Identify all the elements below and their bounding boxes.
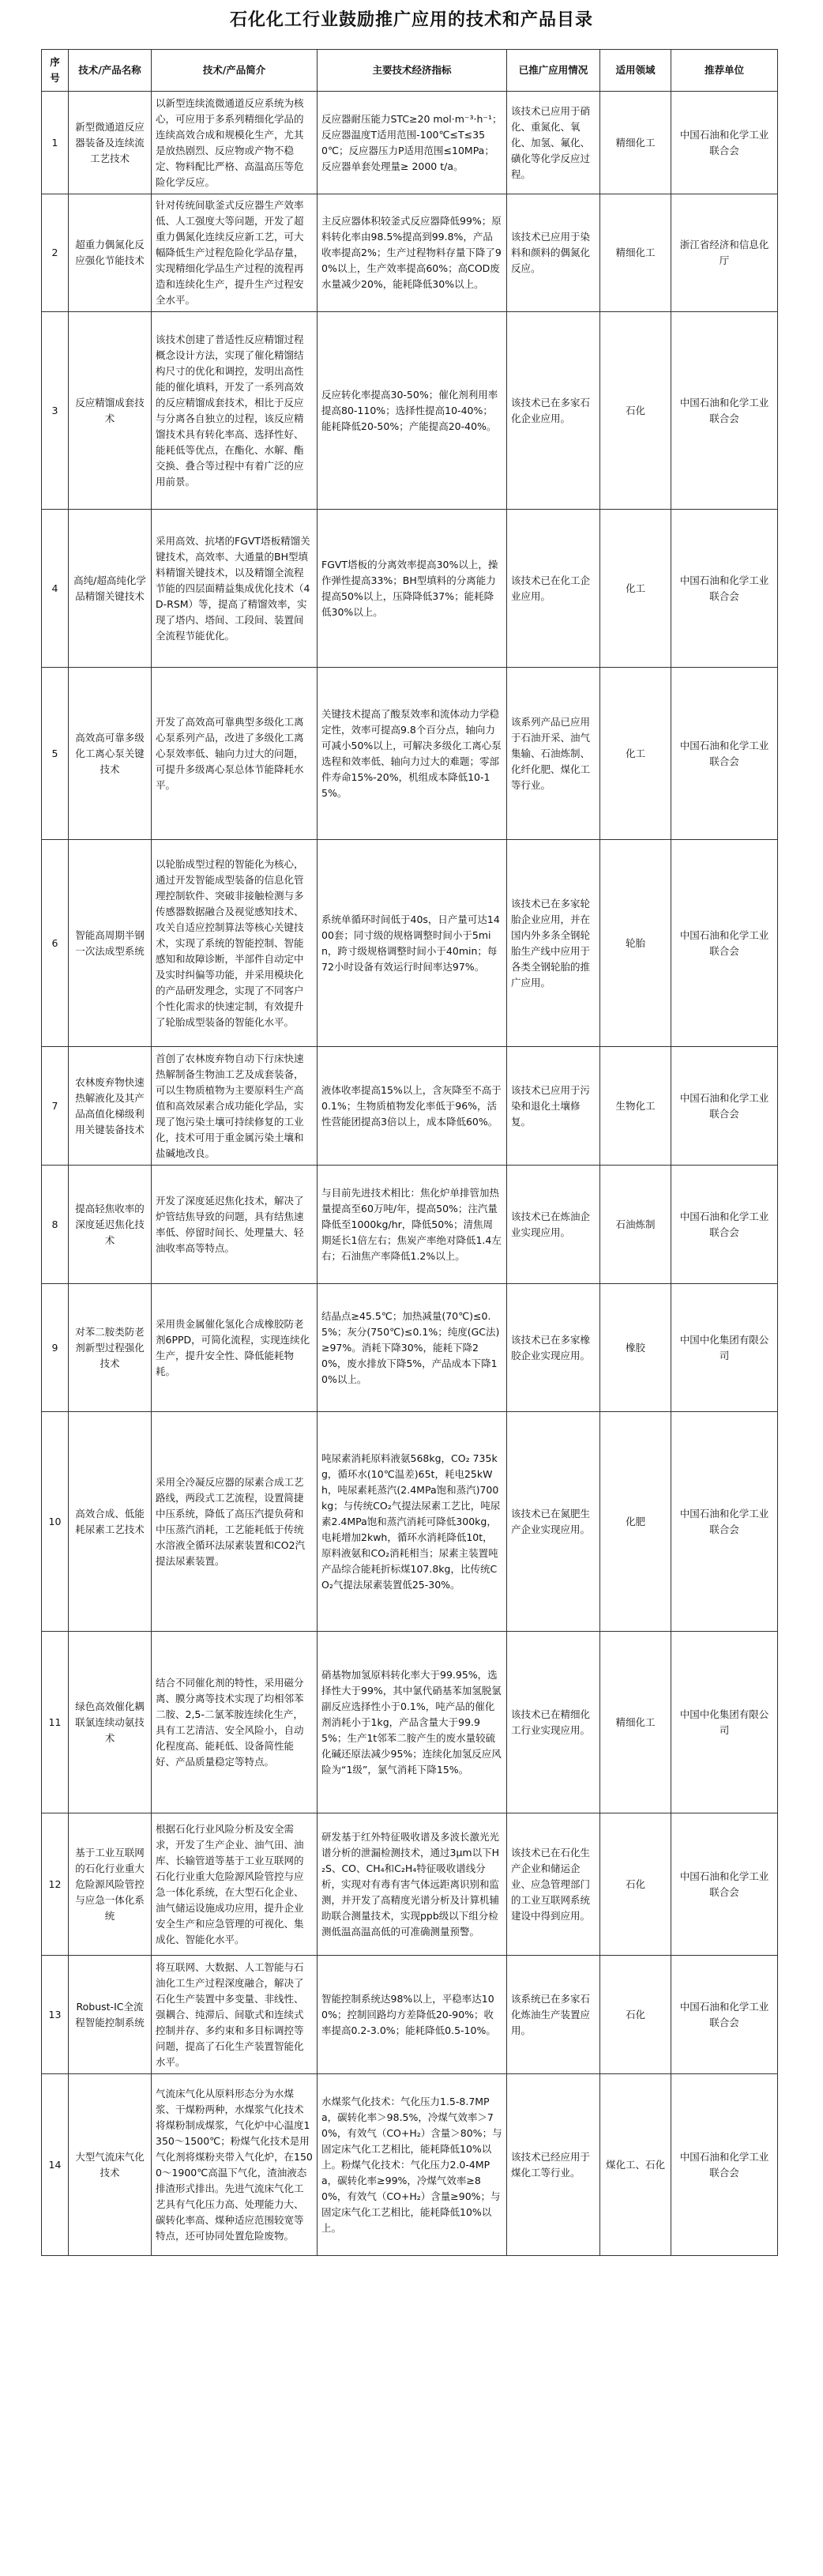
catalog-table <box>41 49 778 2256</box>
table-row <box>42 510 778 668</box>
application-status: 该技术已在石化生产企业和储运企业、应急管理部门的工业互联网系统建设中得到应用。 <box>507 1813 600 1956</box>
application-status: 该技术已应用于染料和颜料的偶氮化反应。 <box>507 194 600 312</box>
table-row <box>42 1956 778 2074</box>
application-status: 该技术已在多家石化企业应用。 <box>507 312 600 510</box>
tech-indicators: 水煤浆气化技术：气化压力1.5-8.7MPa，碳转化率＞98.5%，冷煤气效率＞70%，有效气（CO+H₂）含量＞80%；与固定床气化工艺相比，能耗降低10%以上。粉煤气化技术：气化压力2.0-4MPa，碳转化率≥99%，冷煤气效率≥80%，有效气（CO+H₂）含量≥90%；与固定床气化工艺相比，能耗降低10%以上。 <box>318 2074 507 2256</box>
table-row <box>42 1412 778 1632</box>
row-number: 10 <box>42 1412 69 1632</box>
tech-intro: 针对传统间歇釜式反应器生产效率低、人工强度大等问题，开发了超重力偶氮化连续反应新工艺，可大幅降低生产过程危险化学品存量，实现精细化学品生产过程的流程再造和连续化生产，提升生产过程安全水平。 <box>152 194 318 312</box>
application-field: 石化 <box>600 1956 671 2074</box>
application-field: 石化 <box>600 312 671 510</box>
tech-intro: 采用高效、抗堵的FGVT塔板精馏关键技术，高效率、大通量的BH型填料精馏关键技术，以及精馏全流程节能的四层面精益集成优化技术（4D-RSM）等，提高了精馏效率，实现了塔内、塔间、工段间、装置间全流程节能优化。 <box>152 510 318 668</box>
recommending-unit: 中国石油和化学工业联合会 <box>671 1166 778 1284</box>
table-row <box>42 1632 778 1813</box>
application-status: 该技术已经应用于煤化工等行业。 <box>507 2074 600 2256</box>
application-status: 该技术已在氮肥生产企业实现应用。 <box>507 1412 600 1632</box>
tech-name: 农林废弃物快速热解液化及其产品高值化梯级利用关键装备技术 <box>69 1047 152 1166</box>
tech-indicators: 反应器耐压能力STC≥20 mol·m⁻³·h⁻¹；反应器温度T适用范围-100℃≤T≤350℃；反应器压力P适用范围≤10MPa；反应器单套处理量≥ 2000 t/a。 <box>318 92 507 194</box>
header-intro: 技术/产品简介 <box>152 50 318 92</box>
header-no: 序号 <box>42 50 69 92</box>
tech-indicators: FGVT塔板的分离效率提高30%以上，操作弹性提高33%；BH型填料的分离能力提高50%以上，压降降低37%；能耗降低30%以上。 <box>318 510 507 668</box>
recommending-unit: 中国石油和化学工业联合会 <box>671 92 778 194</box>
row-number: 2 <box>42 194 69 312</box>
application-field: 化工 <box>600 510 671 668</box>
tech-name: 大型气流床气化技术 <box>69 2074 152 2256</box>
tech-indicators: 反应转化率提高30-50%；催化剂利用率提高80-110%；选择性提高10-40%；能耗降低20-50%；产能提高20-40%。 <box>318 312 507 510</box>
application-status: 该技术已应用于硝化、重氮化、氧化、加氢、氟化、磺化等化学反应过程。 <box>507 92 600 194</box>
application-field: 化工 <box>600 668 671 840</box>
tech-name: 超重力偶氮化反应强化节能技术 <box>69 194 152 312</box>
application-field: 化肥 <box>600 1412 671 1632</box>
tech-indicators: 硝基物加氢原料转化率大于99.95%，选择性大于99%，其中氯代硝基苯加氢脱氯副反应选择性小于0.1%，吨产品的催化剂消耗小于1kg，产品含量大于99.95%；生产1t邻苯二胺产生的废水量较硫化碱还原法减少95%；连续化加氢反应风险为“1级”，氯气消耗下降15%。 <box>318 1632 507 1813</box>
application-field: 生物化工 <box>600 1047 671 1166</box>
application-field: 煤化工、石化 <box>600 2074 671 2256</box>
row-number: 11 <box>42 1632 69 1813</box>
tech-indicators: 系统单循环时间低于40s，日产量可达1400套；同寸级的规格调整时间小于5min，跨寸级规格调整时间小于40min；每72小时设备有效运行时间率达97%。 <box>318 840 507 1047</box>
tech-name: 反应精馏成套技术 <box>69 312 152 510</box>
table-row <box>42 1813 778 1956</box>
tech-indicators: 智能控制系统达98%以上，平稳率达100%；控制回路均方差降低20-90%；收率提高0.2-3.0%；能耗降低0.5-10%。 <box>318 1956 507 2074</box>
tech-name: 高效合成、低能耗尿素工艺技术 <box>69 1412 152 1632</box>
table-row <box>42 1284 778 1412</box>
application-field: 精细化工 <box>600 194 671 312</box>
tech-indicators: 与目前先进技术相比：焦化炉单排管加热量提高至60万吨/年，提高50%；注汽量降低至1000kg/hr，降低50%；清焦周期延长1倍左右；焦炭产率绝对降低1.4左右；石油焦产率降低1.2%以上。 <box>318 1166 507 1284</box>
tech-intro: 将互联网、大数据、人工智能与石油化工生产过程深度融合，解决了石化生产装置中多变量、非线性、强耦合、纯滞后、间歇式和连续式控制并存、多约束和多目标调控等问题，提高了石化生产装置智能化水平。 <box>152 1956 318 2074</box>
row-number: 4 <box>42 510 69 668</box>
tech-name: 智能高周期半钢一次法成型系统 <box>69 840 152 1047</box>
tech-indicators: 关键技术提高了酸泵效率和流体动力学稳定性，效率可提高9.8个百分点，轴向力可减小50%以上，可解决多级化工离心泵选程和效率低、轴向力过大的难题；零部件寿命15%-20%，机组成本降低10-15%。 <box>318 668 507 840</box>
row-number: 7 <box>42 1047 69 1166</box>
table-row <box>42 312 778 510</box>
tech-intro: 开发了深度延迟焦化技术，解决了炉管结焦导致的问题，具有结焦速率低、停留时间长、处理量大、轻油收率高等特点。 <box>152 1166 318 1284</box>
tech-indicators: 主反应器体积较釜式反应器降低99%；原料转化率由98.5%提高到99.8%，产品收率提高2%；生产过程物料存量下降了90%以上，生产效率提高60%；高COD废水量减少20%，能耗降低30%以上。 <box>318 194 507 312</box>
row-number: 8 <box>42 1166 69 1284</box>
header-field: 适用领域 <box>600 50 671 92</box>
tech-name: 提高轻焦收率的深度延迟焦化技术 <box>69 1166 152 1284</box>
table-row <box>42 194 778 312</box>
row-number: 6 <box>42 840 69 1047</box>
recommending-unit: 中国中化集团有限公司 <box>671 1284 778 1412</box>
row-number: 9 <box>42 1284 69 1412</box>
application-field: 橡胶 <box>600 1284 671 1412</box>
application-status: 该技术已在多家轮胎企业应用，并在国内外多条全钢轮胎生产线中应用于各类全钢轮胎的推广应用。 <box>507 840 600 1047</box>
row-number: 13 <box>42 1956 69 2074</box>
table-row <box>42 92 778 194</box>
tech-intro: 结合不同催化剂的特性，采用磁分离、膜分离等技术实现了均相邻苯二胺、2,5-二氯苯胺连续化生产，具有工艺清洁、安全风险小，自动化程度高、能耗低、设备简性能好、产品质量稳定等特点。 <box>152 1632 318 1813</box>
header-index: 主要技术经济指标 <box>318 50 507 92</box>
recommending-unit: 中国石油和化学工业联合会 <box>671 668 778 840</box>
row-number: 12 <box>42 1813 69 1956</box>
header-unit: 推荐单位 <box>671 50 778 92</box>
tech-name: 高纯/超高纯化学品精馏关键技术 <box>69 510 152 668</box>
recommending-unit: 中国石油和化学工业联合会 <box>671 1813 778 1956</box>
recommending-unit: 中国石油和化学工业联合会 <box>671 1412 778 1632</box>
tech-name: 高效高可靠多级化工离心泵关键技术 <box>69 668 152 840</box>
row-number: 14 <box>42 2074 69 2256</box>
tech-name: 新型微通道反应器装备及连续流工艺技术 <box>69 92 152 194</box>
header-status: 已推广应用情况 <box>507 50 600 92</box>
tech-intro: 以新型连续流微通道反应系统为核心，可应用于多系列精细化学品的连续高效合成和规模化生产，尤其是放热剧烈、反应物或产物不稳定、物料配比严格、高温高压等危险化学反应。 <box>152 92 318 194</box>
row-number: 5 <box>42 668 69 840</box>
tech-indicators: 液体收率提高15%以上，含灰降至不高于0.1%；生物质植物发化率低于96%，活性营能团提高3倍以上，成本降低60%。 <box>318 1047 507 1166</box>
application-field: 精细化工 <box>600 92 671 194</box>
tech-name: Robust-IC全流程智能控制系统 <box>69 1956 152 2074</box>
tech-name: 基于工业互联网的石化行业重大危险源风险管控与应急一体化系统 <box>69 1813 152 1956</box>
tech-intro: 首创了农林废弃物自动下行床快速热解制备生物油工艺及成套装备，可以生物质植物为主要原料生产高值和高效尿素合成功能化学品，实现了饱污染土壤可持续修复的工业化，技术可用于重金属污染土壤和盐碱地改良。 <box>152 1047 318 1166</box>
table-header-row <box>42 50 778 92</box>
tech-indicators: 结晶点≥45.5℃；加热减量(70℃)≤0.5%；灰分(750℃)≤0.1%；纯度(GC法)≥97%。消耗下降30%，能耗下降20%，废水排放下降5%，产品成本下降10%以上。 <box>318 1284 507 1412</box>
recommending-unit: 中国石油和化学工业联合会 <box>671 510 778 668</box>
application-status: 该技术已在精细化工行业实现应用。 <box>507 1632 600 1813</box>
application-status: 该技术已在多家橡胶企业实现应用。 <box>507 1284 600 1412</box>
table-row <box>42 2074 778 2256</box>
tech-intro: 气流床气化从原料形态分为水煤浆、干煤粉两种，水煤浆气化技术将煤粉制成煤浆，气化炉中心温度1350～1500℃；粉煤气化技术是用气化剂将煤粉夹带入气化炉，在1500～1900℃高温下气化，渣油液态排渣形式排出。先进气流床气化工艺具有气化压力高、处理能力大、碳转化率高、煤种适应范围较宽等特点，还可协同处置危险废物。 <box>152 2074 318 2256</box>
application-status: 该技术已应用于污染和退化土壤修复。 <box>507 1047 600 1166</box>
recommending-unit: 中国石油和化学工业联合会 <box>671 1047 778 1166</box>
application-field: 石油炼制 <box>600 1166 671 1284</box>
tech-indicators: 吨尿素消耗原料液氨568kg，CO₂ 735kg，循环水(10℃温差)65t，耗电25kWh，吨尿素耗蒸汽(2.4MPa饱和蒸汽)700kg；与传统CO₂气提法尿素工艺比，吨尿素2.4MPa饱和蒸汽消耗可降低300kg，电耗增加2kwh，循环水消耗降低10t，原料液氨和CO₂消耗相当；尿素主装置吨产品综合能耗折标煤107.8kg，比传统CO₂气提法尿素装置低25-30%。 <box>318 1412 507 1632</box>
tech-intro: 以轮胎成型过程的智能化为核心，通过开发智能成型装备的信息化管理控制软件、突破非接触检测与多传感器数据融合及视觉感知技术、攻关自适应控制算法等核心关键技术，实现了系统的智能控制、智能感知和故障诊断，半部件自动定中及实时纠偏等功能，并采用模块化的产品研发理念，实现了不同客户个性化需求的快速定制，有效提升了轮胎成型装备的智能化水平。 <box>152 840 318 1047</box>
application-status: 该技术已在炼油企业实现应用。 <box>507 1166 600 1284</box>
application-field: 精细化工 <box>600 1632 671 1813</box>
table-row <box>42 1166 778 1284</box>
application-status: 该系列产品已应用于石油开采、油气集输、石油炼制、化纤化肥、煤化工等行业。 <box>507 668 600 840</box>
row-number: 3 <box>42 312 69 510</box>
recommending-unit: 中国石油和化学工业联合会 <box>671 1956 778 2074</box>
tech-indicators: 研发基于红外特征吸收谱及多波长激光光谱分析的泄漏检测技术，通过3μm以下H₂S、CO、CH₄和C₂H₄特征吸收谱线分析，实现对有毒有害气体远距离识别和监测，并开发了高精度光谱分析及计算机辅助联合测量技术，实现ppb级以下组分检测低温高温高低的可准确测量预警。 <box>318 1813 507 1956</box>
recommending-unit: 浙江省经济和信息化厅 <box>671 194 778 312</box>
tech-intro: 采用贵金属催化氢化合成橡胶防老剂6PPD，可简化流程，实现连续化生产，提升安全性、降低能耗物耗。 <box>152 1284 318 1412</box>
application-field: 石化 <box>600 1813 671 1956</box>
header-name: 技术/产品名称 <box>69 50 152 92</box>
table-row <box>42 840 778 1047</box>
document-title: 石化化工行业鼓励推广应用的技术和产品目录 <box>229 10 593 30</box>
tech-name: 对苯二胺类防老剂新型过程强化技术 <box>69 1284 152 1412</box>
application-field: 轮胎 <box>600 840 671 1047</box>
row-number: 1 <box>42 92 69 194</box>
table-row <box>42 668 778 840</box>
tech-intro: 采用全冷凝反应器的尿素合成工艺路线，两段式工艺流程，设置简捷中压系统，降低了高压汽提负荷和中压蒸汽消耗，工艺能耗低于传统水溶液全循环法尿素装置和CO2汽提法尿素装置。 <box>152 1412 318 1632</box>
recommending-unit: 中国石油和化学工业联合会 <box>671 2074 778 2256</box>
recommending-unit: 中国石油和化学工业联合会 <box>671 840 778 1047</box>
application-status: 该技术已在化工企业应用。 <box>507 510 600 668</box>
application-status: 该系统已在多家石化炼油生产装置应用。 <box>507 1956 600 2074</box>
recommending-unit: 中国中化集团有限公司 <box>671 1632 778 1813</box>
recommending-unit: 中国石油和化学工业联合会 <box>671 312 778 510</box>
tech-intro: 该技术创建了普适性反应精馏过程概念设计方法，实现了催化精馏结构尺寸的优化和调控，发明出高性能的催化填料，开发了一系列高效的反应精馏成套技术，相比于反应与分离各自独立的过程，该反应精馏技术具有转化率高、选择性好、能耗低等优点，在酯化、水解、酯交换、叠合等过程中有着广泛的应用前景。 <box>152 312 318 510</box>
tech-intro: 开发了高效高可靠典型多级化工离心泵系列产品，改进了多级化工离心泵效率低、轴向力过大的问题，可提升多级离心泵总体节能降耗水平。 <box>152 668 318 840</box>
table-row <box>42 1047 778 1166</box>
tech-name: 绿色高效催化耦联氯连续动氨技术 <box>69 1632 152 1813</box>
tech-intro: 根据石化行业风险分析及安全需求，开发了生产企业、油气田、油库、长输管道等基于工业互联网的石化行业重大危险源风险管控与应急一体化系统，在大型石化企业、油气储运设施成功应用，提升企业安全生产和应急管理的可视化、集成化、智能化水平。 <box>152 1813 318 1956</box>
